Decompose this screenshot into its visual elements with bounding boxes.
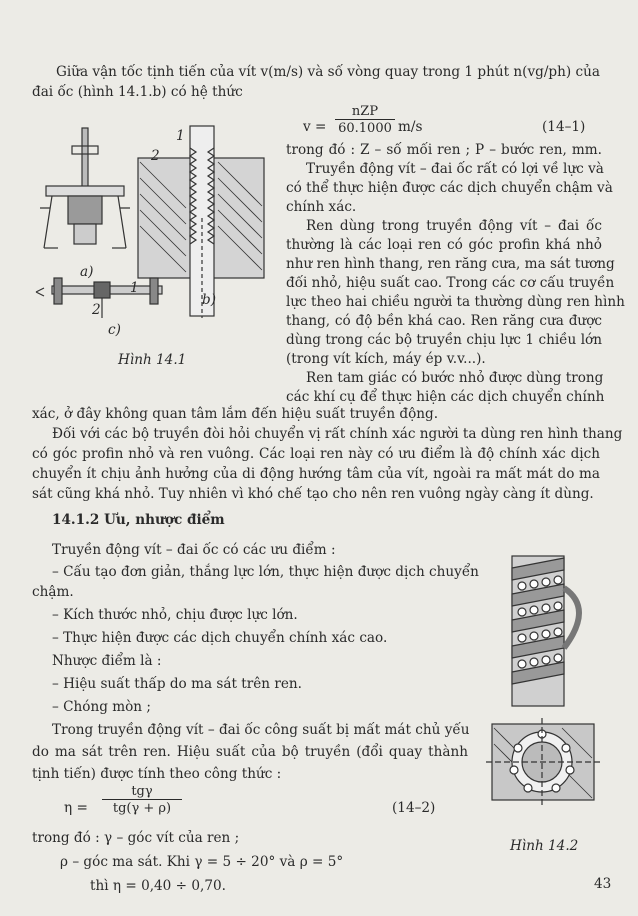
formula-14-2-lhs: η = [64,800,88,816]
fig-14-1-label-b: b) [202,292,217,308]
right-col-line-11: (trong vít kích, máy ép v.v...). [286,351,486,367]
right-col-line-1: Truyền động vít – đai ốc rất có lợi về lực và [306,161,604,177]
fig-14-1-label-1b: 1 [130,280,139,296]
where-line-1: ρ – góc ma sát. Khi γ = 5 ÷ 20° và ρ = 5° [60,854,344,870]
efficiency-line-1: do ma sát trên ren. Hiệu suất của bộ truyền (đổi quay thành [32,744,468,760]
formula-14-2-fraction [102,784,182,816]
right-col-line-9: thang, có độ bền khá cao. Ren răng cưa được [286,313,602,329]
full-width-line-2: có góc profin nhỏ và ren vuông. Các loại ren này có ưu điểm là độ chính xác dịch [32,446,600,462]
advantage-item-0: – Cấu tạo đơn giản, thắng lực lớn, thực hiện được dịch chuyển [52,564,479,580]
right-col-line-12: Ren tam giác có bước nhỏ được dùng trong [306,370,604,386]
fig-14-1-label-2b: 2 [92,302,101,318]
right-col-line-5: thường là các loại ren có góc profin khá nhỏ [286,237,602,253]
advantage-item-1: chậm. [32,584,74,600]
full-width-line-1: Đối với các bộ truyền đòi hỏi chuyển vị rất chính xác người ta dùng ren hình thang [52,426,623,442]
formula-14-2-denominator: tg(γ + ρ) [102,799,182,816]
right-col-line-0: trong đó : Z – số mối ren ; P – bước ren, mm. [286,142,602,158]
full-width-line-0: xác, ở đây không quan tâm lắm đến hiệu suất truyền động. [32,406,439,422]
figure-14-1-caption: Hình 14.1 [118,352,187,368]
right-col-line-3: chính xác. [286,199,357,215]
figure-14-2-drawing [482,548,608,828]
formula-14-1-denominator: 60.1000 [335,119,395,136]
formula-14-2-numerator: tgγ [131,784,153,799]
right-col-line-4: Ren dùng trong truyền động vít – đai ốc [306,218,602,234]
right-col-line-10: dùng trong các bộ truyền chịu lực 1 chiều lớn [286,332,602,348]
fig-14-1-label-c: c) [108,322,121,338]
disadvantages-intro: Nhược điểm là : [52,653,162,669]
advantages-intro: Truyền động vít – đai ốc có các ưu điểm : [52,542,336,558]
formula-14-1-lhs: v = [303,119,327,135]
fig-14-1-label-1: 1 [176,128,185,144]
efficiency-line-2: tịnh tiến) được tính theo công thức : [32,766,282,782]
advantage-item-3: – Thực hiện được các dịch chuyển chính xác cao. [52,630,388,646]
section-heading: 14.1.2 Ưu, nhược điểm [52,512,225,528]
intro-line-1: Giữa vận tốc tịnh tiến của vít v(m/s) và số vòng quay trong 1 phút n(vg/ph) của [56,64,600,80]
right-col-line-13: các khí cụ để thực hiện các dịch chuyển chính [286,389,605,405]
right-col-line-8: lực theo hai chiều người ta thường dùng ren hình [286,294,625,310]
formula-14-1-number: (14–1) [542,119,586,135]
right-col-line-2: có thể thực hiện được các dịch chuyển chậm và [286,180,613,196]
intro-line-2: đai ốc (hình 14.1.b) có hệ thức [32,84,243,100]
disadvantage-item-1: – Chóng mòn ; [52,699,151,715]
full-width-line-3: chuyển ít chịu ảnh hưởng của di động hướng tâm của vít, ngoài ra mất mát do ma [32,466,600,482]
page-number: 43 [594,876,612,892]
where-line-2: thì η = 0,40 ÷ 0,70. [90,878,226,894]
right-col-line-6: như ren hình thang, ren răng cưa, ma sát tương [286,256,615,272]
where-line-0: trong đó : γ – góc vít của ren ; [32,830,240,846]
efficiency-line-0: Trong truyền động vít – đai ốc công suất bị mất mát chủ yếu [52,722,470,738]
advantage-item-2: – Kích thước nhỏ, chịu được lực lớn. [52,607,298,623]
right-col-line-7: đối nhỏ, hiệu suất cao. Trong các cơ cấu truyền [286,275,615,291]
disadvantage-item-0: – Hiệu suất thấp do ma sát trên ren. [52,676,302,692]
full-width-line-4: sát cũng khá nhỏ. Tuy nhiên vì khó chế tạo cho nên ren vuông ngày càng ít dùng. [32,486,594,502]
formula-14-1-numerator: nZP [351,104,379,119]
figure-14-2-caption: Hình 14.2 [510,838,579,854]
formula-14-1-fraction [335,104,395,136]
fig-14-1-label-2: 2 [151,148,160,164]
fig-14-1-label-a: a) [80,264,94,280]
formula-14-2-number: (14–2) [392,800,436,816]
formula-14-1-unit: m/s [398,119,423,135]
